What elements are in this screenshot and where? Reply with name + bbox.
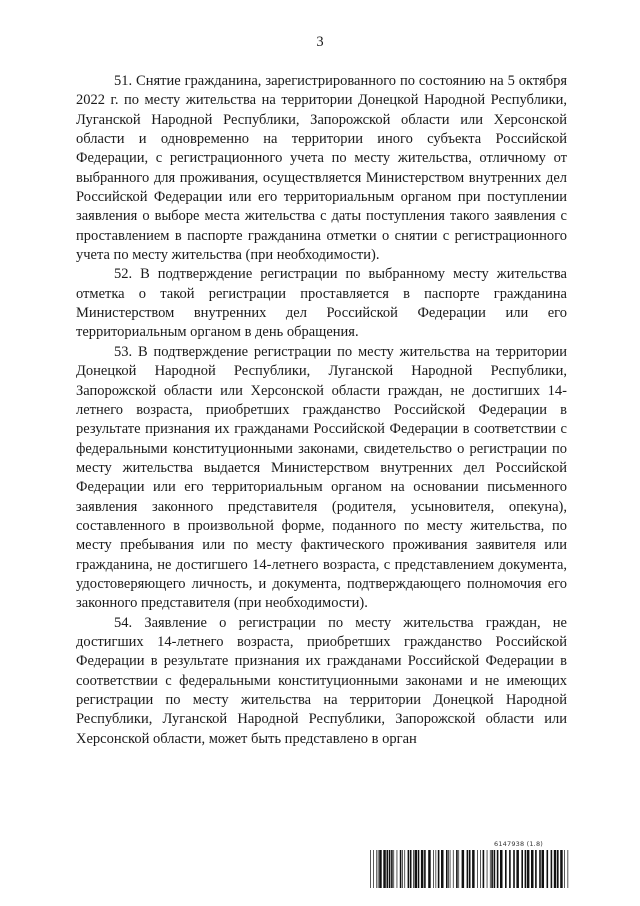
document-body bbox=[76, 72, 567, 749]
paragraph-54: 54. Заявление о регистрации по месту жительства граждан, не достигших 14-летнего возраста, приобретших гражданство Российской Федерации в результате признания их гражданами Российской Федерации в соответствии с федеральными конституционными законами и не имеющих регистрации по месту жительства на территории Донецкой Народной Республики, Луганской Народной Республики, Запорожской области или Херсонской области, может быть представлено в орган bbox=[76, 614, 567, 747]
paragraph-53: 53. В подтверждение регистрации по месту жительства на территории Донецкой Народной Республики, Луганской Народной Республики, Запорожской области или Херсонской области граждан, не достигших 14-летнего возраста, приобретших гражданство Российской Федерации в результате признания их гражданами Российской Федерации в соответствии с федеральными конституционными законами, свидетельство о регистрации по месту жительства выдается Министерством внутренних дел Российской Федерации или его территориальным органом на основании письменного заявления законного представителя (родителя, усыновителя, опекуна), составленного в произвольной форме, поданного по месту жительства, по месту пребывания или по месту фактического проживания заявителя или гражданина, не достигшего 14-летнего возраста, с представлением документа, удостоверяющего личность, и документа, подтверждающего полномочия его законного представителя (при необходимости). bbox=[76, 343, 567, 612]
page-number: 3 bbox=[316, 34, 324, 50]
document-code: 6147938 (1.8) bbox=[494, 840, 544, 848]
paragraph-52: 52. В подтверждение регистрации по выбранному месту жительства отметка о такой регистрации проставляется в паспорте гражданина Министерством внутренних дел Российской Федерации или его территориальным органом в день обращения. bbox=[76, 266, 567, 341]
barcode-icon bbox=[370, 850, 570, 888]
paragraph-51: 51. Снятие гражданина, зарегистрированного по состоянию на 5 октября 2022 г. по месту жительства на территории Донецкой Народной Республики, Луганской Народной Республики, Запорожской области или Херсонской области и одновременно на территории иного субъекта Российской Федерации, с регистрационного учета по месту жительства, отличному от выбранного для проживания, осуществляется Министерством внутренних дел Российской Федерации или его территориальным органом при поступлении заявления о выборе места жительства с даты поступления такого заявления с проставлением в паспорте гражданина отметки о снятии с регистрационного учета по месту жительства (при необходимости). bbox=[76, 73, 567, 264]
